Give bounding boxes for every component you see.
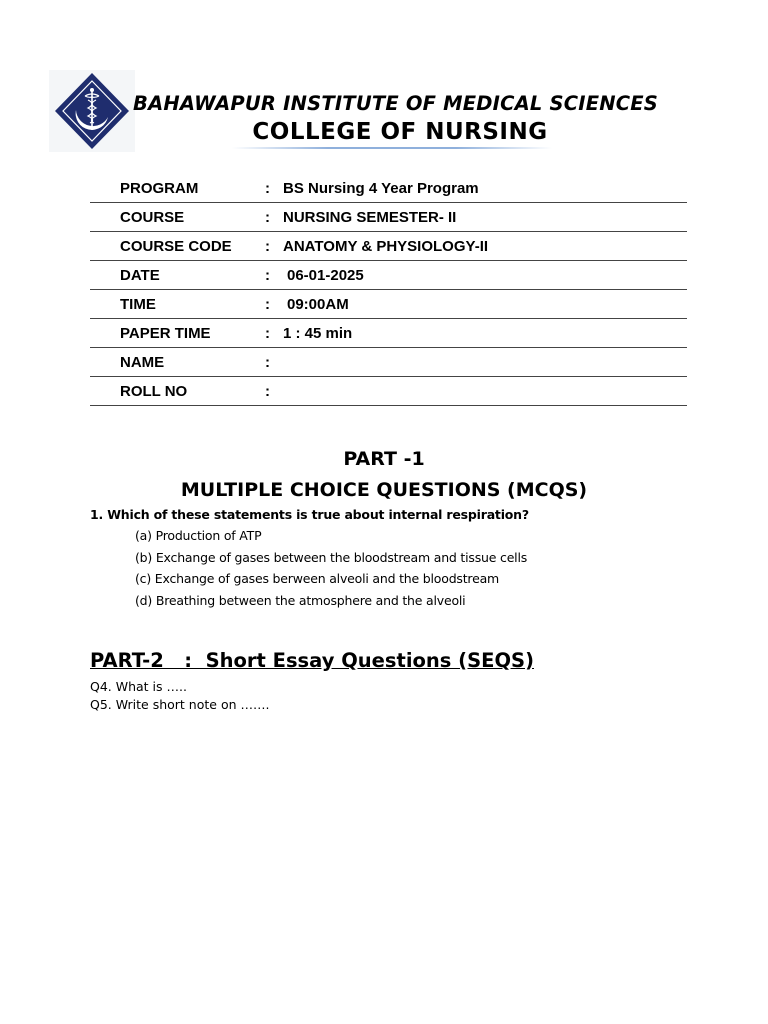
mcq-question-1: 1. Which of these statements is true about internal respiration? [90,507,529,522]
info-value: 06-01-2025 [287,267,364,284]
part1-subtitle: MULTIPLE CHOICE QUESTIONS (MCQS) [180,479,588,501]
mcq-option-c: (c) Exchange of gases berween alveoli and the bloodstream [135,571,500,587]
info-value: ANATOMY & PHYSIOLOGY-II [283,238,489,255]
seq-question-4: Q4. What is ….. [90,679,187,694]
mcq-option-a: (a) Production of ATP [135,528,262,543]
info-label: COURSE [120,209,185,226]
info-label: NAME [120,354,165,371]
info-value: BS Nursing 4 Year Program [283,180,479,197]
seq-question-5: Q5. Write short note on ……. [90,697,270,712]
info-row-course [90,203,687,232]
info-row-time [90,290,687,319]
mcq-option-b: (b) Exchange of gases between the bloodstream and tissue cells [135,549,528,565]
info-separator: : [265,383,270,400]
info-label: TIME [120,296,156,313]
info-value: NURSING SEMESTER- II [283,209,457,226]
college-name: COLLEGE OF NURSING [252,119,548,145]
exam-info-table [90,174,687,406]
info-label: PROGRAM [120,180,199,197]
info-label: PAPER TIME [120,325,211,342]
institute-logo-icon [49,70,135,152]
info-label: ROLL NO [120,383,188,400]
institute-name: BAHAWAPUR INSTITUTE OF MEDICAL SCIENCES [133,92,659,115]
mcq-options [135,528,527,615]
info-label: DATE [120,267,160,284]
info-value: 1 : 45 min [283,325,353,342]
info-separator: : [265,325,270,342]
info-row-roll-no [90,377,687,406]
part1-title: PART -1 [343,448,425,470]
info-separator: : [265,209,270,226]
info-separator: : [265,354,270,371]
part2-title: PART-2 : Short Essay Questions (SEQS) [90,649,534,672]
info-row-paper-time [90,319,687,348]
info-label: COURSE CODE [120,238,232,255]
info-row-program [90,174,687,203]
info-separator: : [265,296,270,313]
mcq-option-d: (d) Breathing between the atmosphere and the alveoli [135,593,466,609]
info-separator: : [265,180,270,197]
info-value: 09:00AM [287,296,349,313]
info-row-date [90,261,687,290]
info-separator: : [265,238,270,255]
info-row-course-code [90,232,687,261]
info-separator: : [265,267,270,284]
info-row-name [90,348,687,377]
college-underline [232,147,552,149]
